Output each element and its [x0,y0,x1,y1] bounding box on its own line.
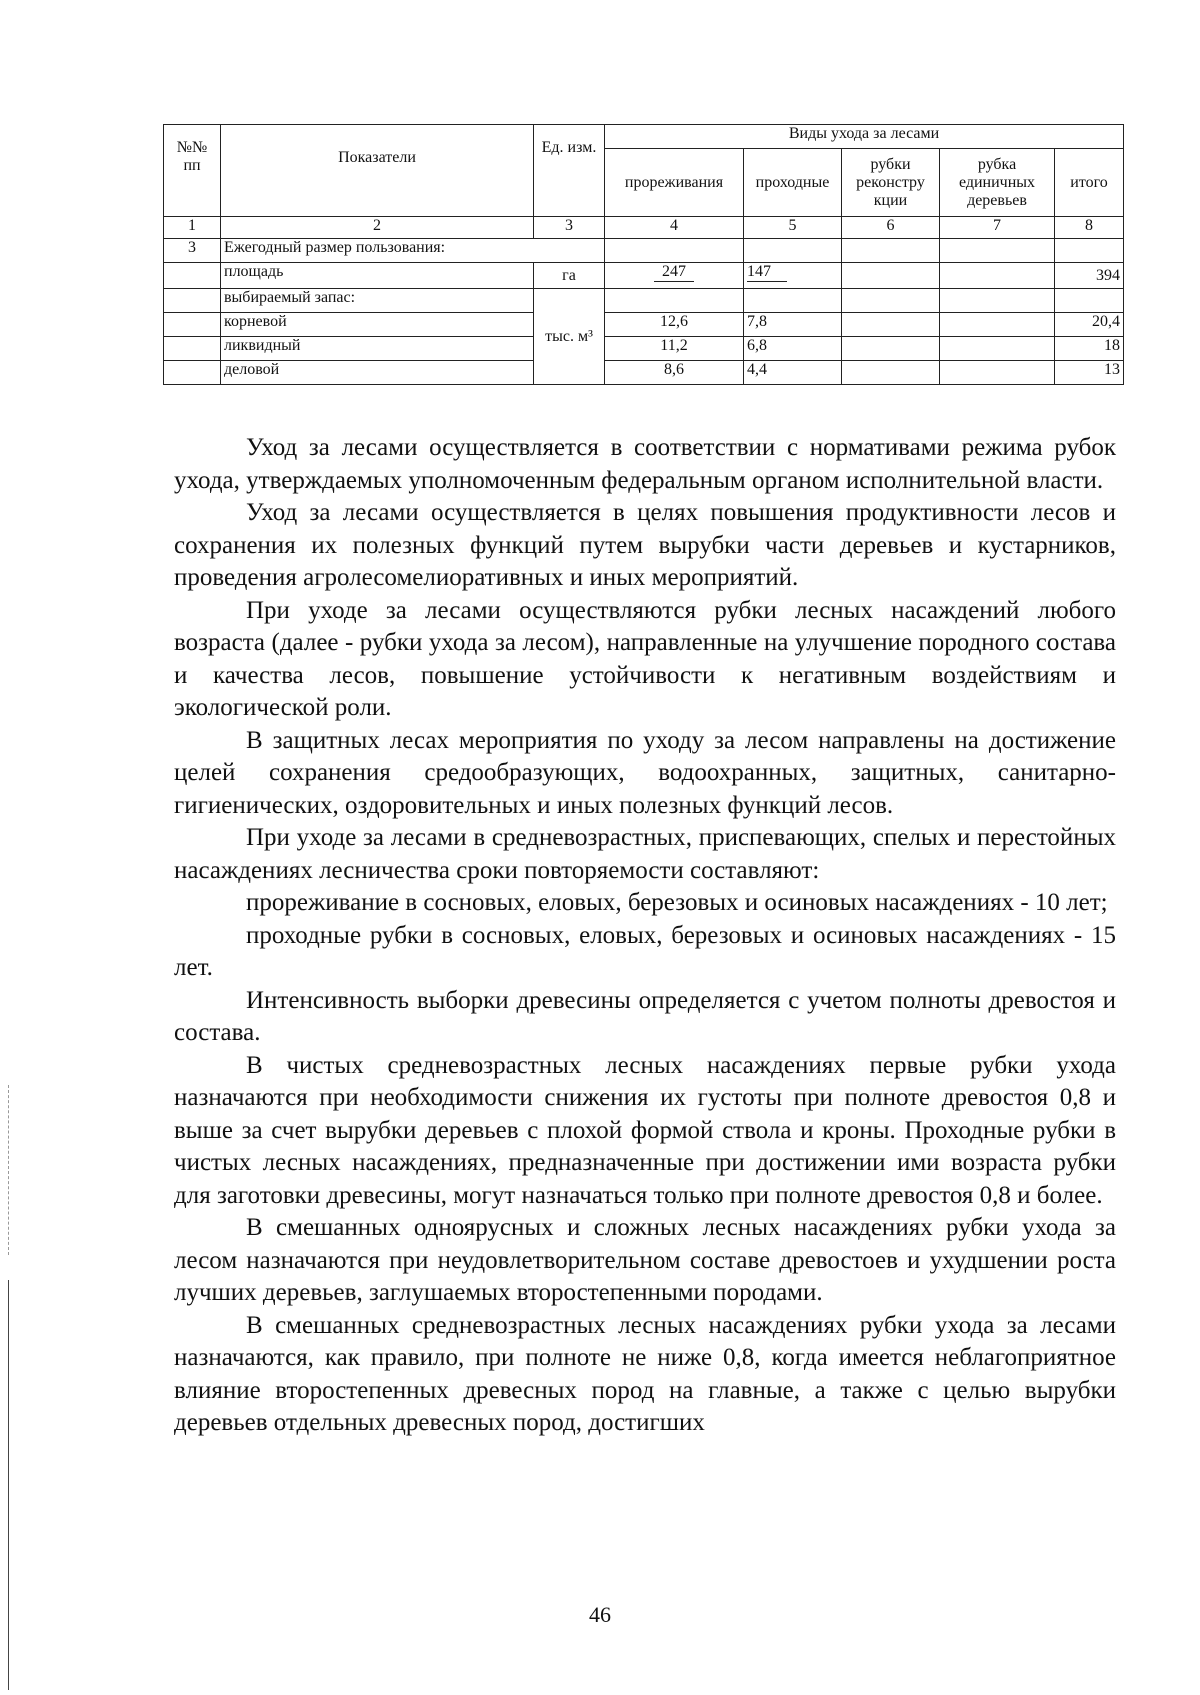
paragraph: В защитных лесах мероприятия по уходу за лесом направлены на достижение целей сохранения средообразующих, водоохранных, защитных, санитарно-гигиенических, оздоровительных и иных полезных функций лесов. [174,726,1116,819]
col-number: 7 [940,217,1055,239]
col-number: 3 [534,217,605,239]
header-indicator: Показатели [221,125,534,217]
cell-value: 394 [1055,263,1124,289]
body-text [174,432,1116,1440]
table-row [164,337,1124,361]
cell-value [842,337,940,361]
cell [842,239,940,263]
scan-margin-mark [8,1085,10,1255]
cell-value: 7,8 [744,313,842,337]
scan-margin-line [8,1280,9,1690]
cell-value: 13 [1055,361,1124,385]
table-row [164,239,1124,263]
paragraph: проходные рубки в сосновых, еловых, березовых и осиновых насаждениях - 15 лет. [174,921,1116,981]
paragraph: В смешанных средневозрастных лесных насаждениях рубки ухода за лесами назначаются, как правило, при полноте не ниже 0,8, когда имеется неблагоприятное влияние второстепенных древесных пород на главные, а также с целью вырубки деревьев отдельных древесных пород, достигших [174,1311,1116,1436]
cell-value: 8,6 [605,361,744,385]
cell-value [842,263,940,289]
paragraph: В чистых средневозрастных лесных насаждениях первые рубки ухода назначаются при необходимости снижения их густоты при полноте древостоя 0,8 и выше за счет вырубки деревьев с плохой формой ствола и кроны. Проходные рубки в чистых лесных насаждениях, предназначенные при достижении ими возраста рубки для заготовки древесины, могут назначаться только при полноте древостоя 0,8 и более. [174,1051,1116,1209]
paragraph: Уход за лесами осуществляется в соответствии с нормативами режима рубок ухода, утверждаемых уполномоченным федеральным органом исполнительной власти. [174,434,1116,494]
cell-value: 18 [1055,337,1124,361]
cell-value [842,313,940,337]
row-name: ликвидный [221,337,534,361]
header-group: Виды ухода за лесами [605,125,1124,149]
page-number: 46 [589,1602,611,1627]
paragraph: В смешанных одноярусных и сложных лесных насаждениях рубки ухода за лесом назначаются при неудовлетворительном составе древостоев и ухудшении роста лучших деревьев, заглушаемых второстепенными породами. [174,1214,1116,1306]
row-unit: га [534,263,605,289]
row-name: деловой [221,361,534,385]
paragraph: Уход за лесами осуществляется в целях повышения продуктивности лесов и сохранения их полезных функций путем вырубки части деревьев и кустарников, проведения агролесомелиоративных и иных мероприятий. [174,499,1116,591]
header-row-1 [164,125,1124,149]
col-number: 1 [164,217,221,239]
col-number: 4 [605,217,744,239]
header-num: №№ пп [164,125,221,217]
cell-value [940,263,1055,289]
header-col-total: итого [1055,149,1124,217]
row-name: Ежегодный размер пользования: [221,239,605,263]
col-number: 6 [842,217,940,239]
cell-value [940,361,1055,385]
cell-value: 20,4 [1055,313,1124,337]
col-number: 5 [744,217,842,239]
paragraph: При уходе за лесами в средневозрастных, приспевающих, спелых и перестойных насаждениях лесничества сроки повторяемости составляют: [174,824,1116,884]
paragraph: При уходе за лесами осуществляются рубки лесных насаждений любого возраста (далее - рубки ухода за лесом), направленные на улучшение породного состава и качества лесов, повышение устойчивости к негативным воздействиям и экологической роли. [174,596,1116,721]
header-col-thinning: прореживания [605,149,744,217]
paragraph: прореживание в сосновых, еловых, березовых и осиновых насаждениях - 10 лет; [246,889,1108,916]
paragraph: Интенсивность выборки древесины определяется с учетом полноты древостоя и состава. [174,986,1116,1046]
cell-value: 147 [744,263,842,289]
cell-value: 12,6 [605,313,744,337]
col-number-row [164,217,1124,239]
header-col-single-trees: рубка единичных деревьев [940,149,1055,217]
table-row [164,263,1124,289]
row-name: корневой [221,313,534,337]
cell [744,239,842,263]
col-number: 2 [221,217,534,239]
header-col-reconstruction: рубки реконстру кции [842,149,940,217]
row-num: 3 [164,239,221,263]
forest-care-table [163,124,1124,385]
cell-value [842,361,940,385]
cell-value [940,337,1055,361]
cell [940,239,1055,263]
row-unit: тыс. м³ [534,289,605,385]
row-name: площадь [221,263,534,289]
cell-value: 4,4 [744,361,842,385]
cell [605,239,744,263]
header-unit: Ед. изм. [534,125,605,217]
cell-value: 6,8 [744,337,842,361]
header-col-passing: проходные [744,149,842,217]
row-name: выбираемый запас: [221,289,534,313]
cell-value [940,313,1055,337]
col-number: 8 [1055,217,1124,239]
table-row [164,361,1124,385]
table-row [164,289,1124,313]
table-row [164,313,1124,337]
cell-value: 11,2 [605,337,744,361]
cell-value: 247 [605,263,744,289]
cell [1055,239,1124,263]
